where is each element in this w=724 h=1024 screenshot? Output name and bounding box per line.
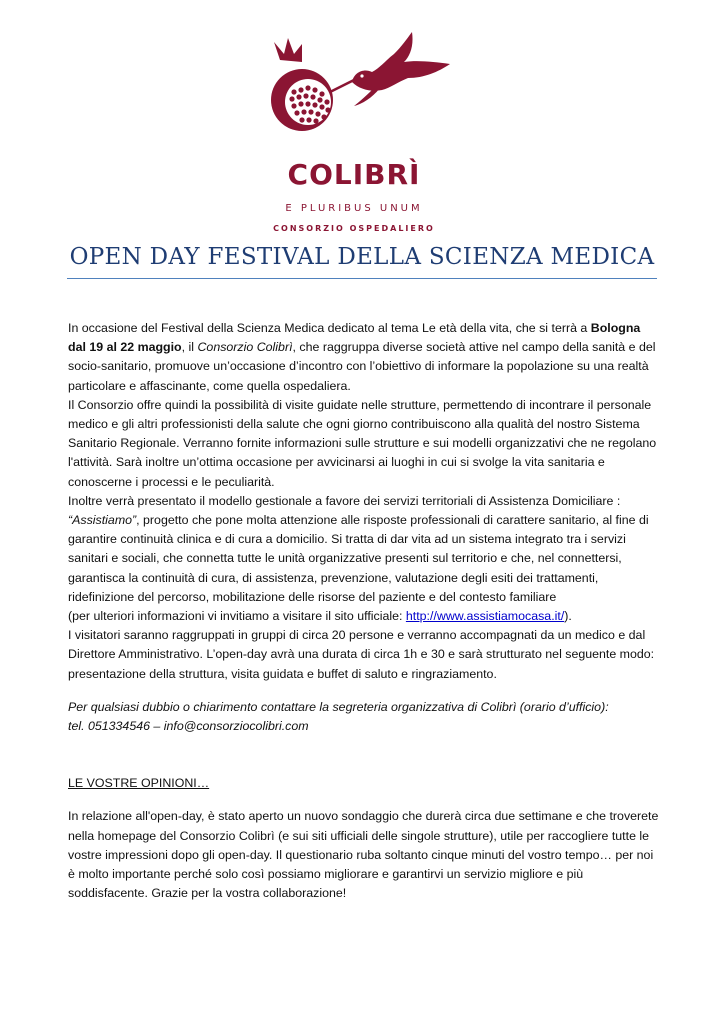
brand-motto: E PLURIBUS UNUM [285, 203, 423, 214]
section-heading: LE VOSTRE OPINIONI… [68, 776, 210, 791]
text: , il [181, 340, 198, 355]
spacer [68, 736, 660, 774]
text: In occasione del Festival della Scienza Medica dedicato al tema Le età della vita, che si terrà a [68, 321, 591, 335]
paragraph-visits: Il Consorzio offre quindi la possibilità di visite guidate nelle strutture, permettendo di incontrare il personale medico e gli altri professionisti della salute che ogni giorno contribuiscono alla qualità del nostro Sistema Sanitario Regionale. Verranno fornite informazioni sulle strutture e sui modelli organizzativi che ne regolano l'attività. Sarà inoltre un’ottima occasione per avvicinarsi ai luoghi in cui si svolge la vita sanitaria e conoscerne i processi e le peculiarità. [68, 397, 657, 489]
text: ). [564, 609, 572, 624]
brand-name: COLIBRÌ [287, 158, 421, 191]
consortium-logo [268, 32, 458, 233]
text: , progetto che pone molta attenzione alle risposte professionali di carattere sanitario, al fine di garantire continuità clinica e di cura a domicilio. Si tratta di dar vita ad un sistema integrato tra i servizi sanitari e sociali, che connetta tutte le unità organizzative presenti sul territorio e che, nel connettersi, garantisca la continuità di cura, di assistenza, prevenzione, valutazione degli esiti dei trattamenti, ridefinizione del percorso, mobilitazione delle risorse del paziente e del contesto familiare [68, 513, 649, 604]
paragraph-groups: I visitatori saranno raggruppati in gruppi di circa 20 persone e verranno accompagnati da un medico e dal Direttore Amministrativo. L’open-day avrà una durata di circa 1h e 30 e sarà strutturato nel seguente modo: presentazione della struttura, visita guidata e buffet di saluto e ringraziamento. [68, 628, 655, 681]
contact-line-1: Per qualsiasi dubbio o chiarimento contattare la segreteria organizzativa di Colibrì (orario d’ufficio): [68, 699, 609, 714]
contact-line-2: tel. 051334546 – info@consorziocolibri.com [68, 719, 309, 734]
document-body [68, 319, 660, 903]
text: Inoltre verrà presentato il modello gestionale a favore dei servizi territoriali di Assistenza Domiciliare : [68, 493, 621, 508]
spacer [68, 793, 660, 807]
title-divider [67, 278, 657, 279]
pomegranate-hummingbird-icon [268, 32, 458, 162]
document-title: OPEN DAY FESTIVAL DELLA SCIENZA MEDICA [69, 244, 655, 270]
event-dates: Bologna dal 19 al 22 maggio [68, 321, 641, 355]
paragraph-intro [68, 319, 660, 396]
text: , che raggruppa diverse società attive nel campo della sanità e del socio-sanitario, promuove un’occasione d’incontro con l’obiettivo di informare la popolazione su una realtà particolare e affascinante, come quella ospedaliera. [68, 340, 656, 393]
text: (per ulteriori informazioni vi invitiamo a visitare il sito ufficiale: [68, 609, 406, 624]
project-website-link[interactable]: http://www.assistiamocasa.it/ [405, 609, 565, 624]
brand-subtitle: CONSORZIO OSPEDALIERO [273, 224, 435, 233]
paragraph-project [68, 492, 660, 626]
project-name: “Assistiamo” [68, 513, 137, 528]
spacer [68, 684, 660, 698]
paragraph-survey: In relazione all'open-day, è stato aperto un nuovo sondaggio che durerà circa due settimane e che troverete nella homepage del Consorzio Colibrì (e sui siti ufficiali delle singole strutture), utile per raccogliere tutte le vostre impressioni dopo gli open-day. Il questionario ruba soltanto cinque minuti del vostro tempo… per noi è molto importante perché solo così possiamo migliorare e garantirvi un servizio migliore e più soddisfacente. Grazie per la vostra collaborazione! [68, 809, 659, 901]
consortium-name: Consorzio Colibrì [197, 340, 293, 355]
